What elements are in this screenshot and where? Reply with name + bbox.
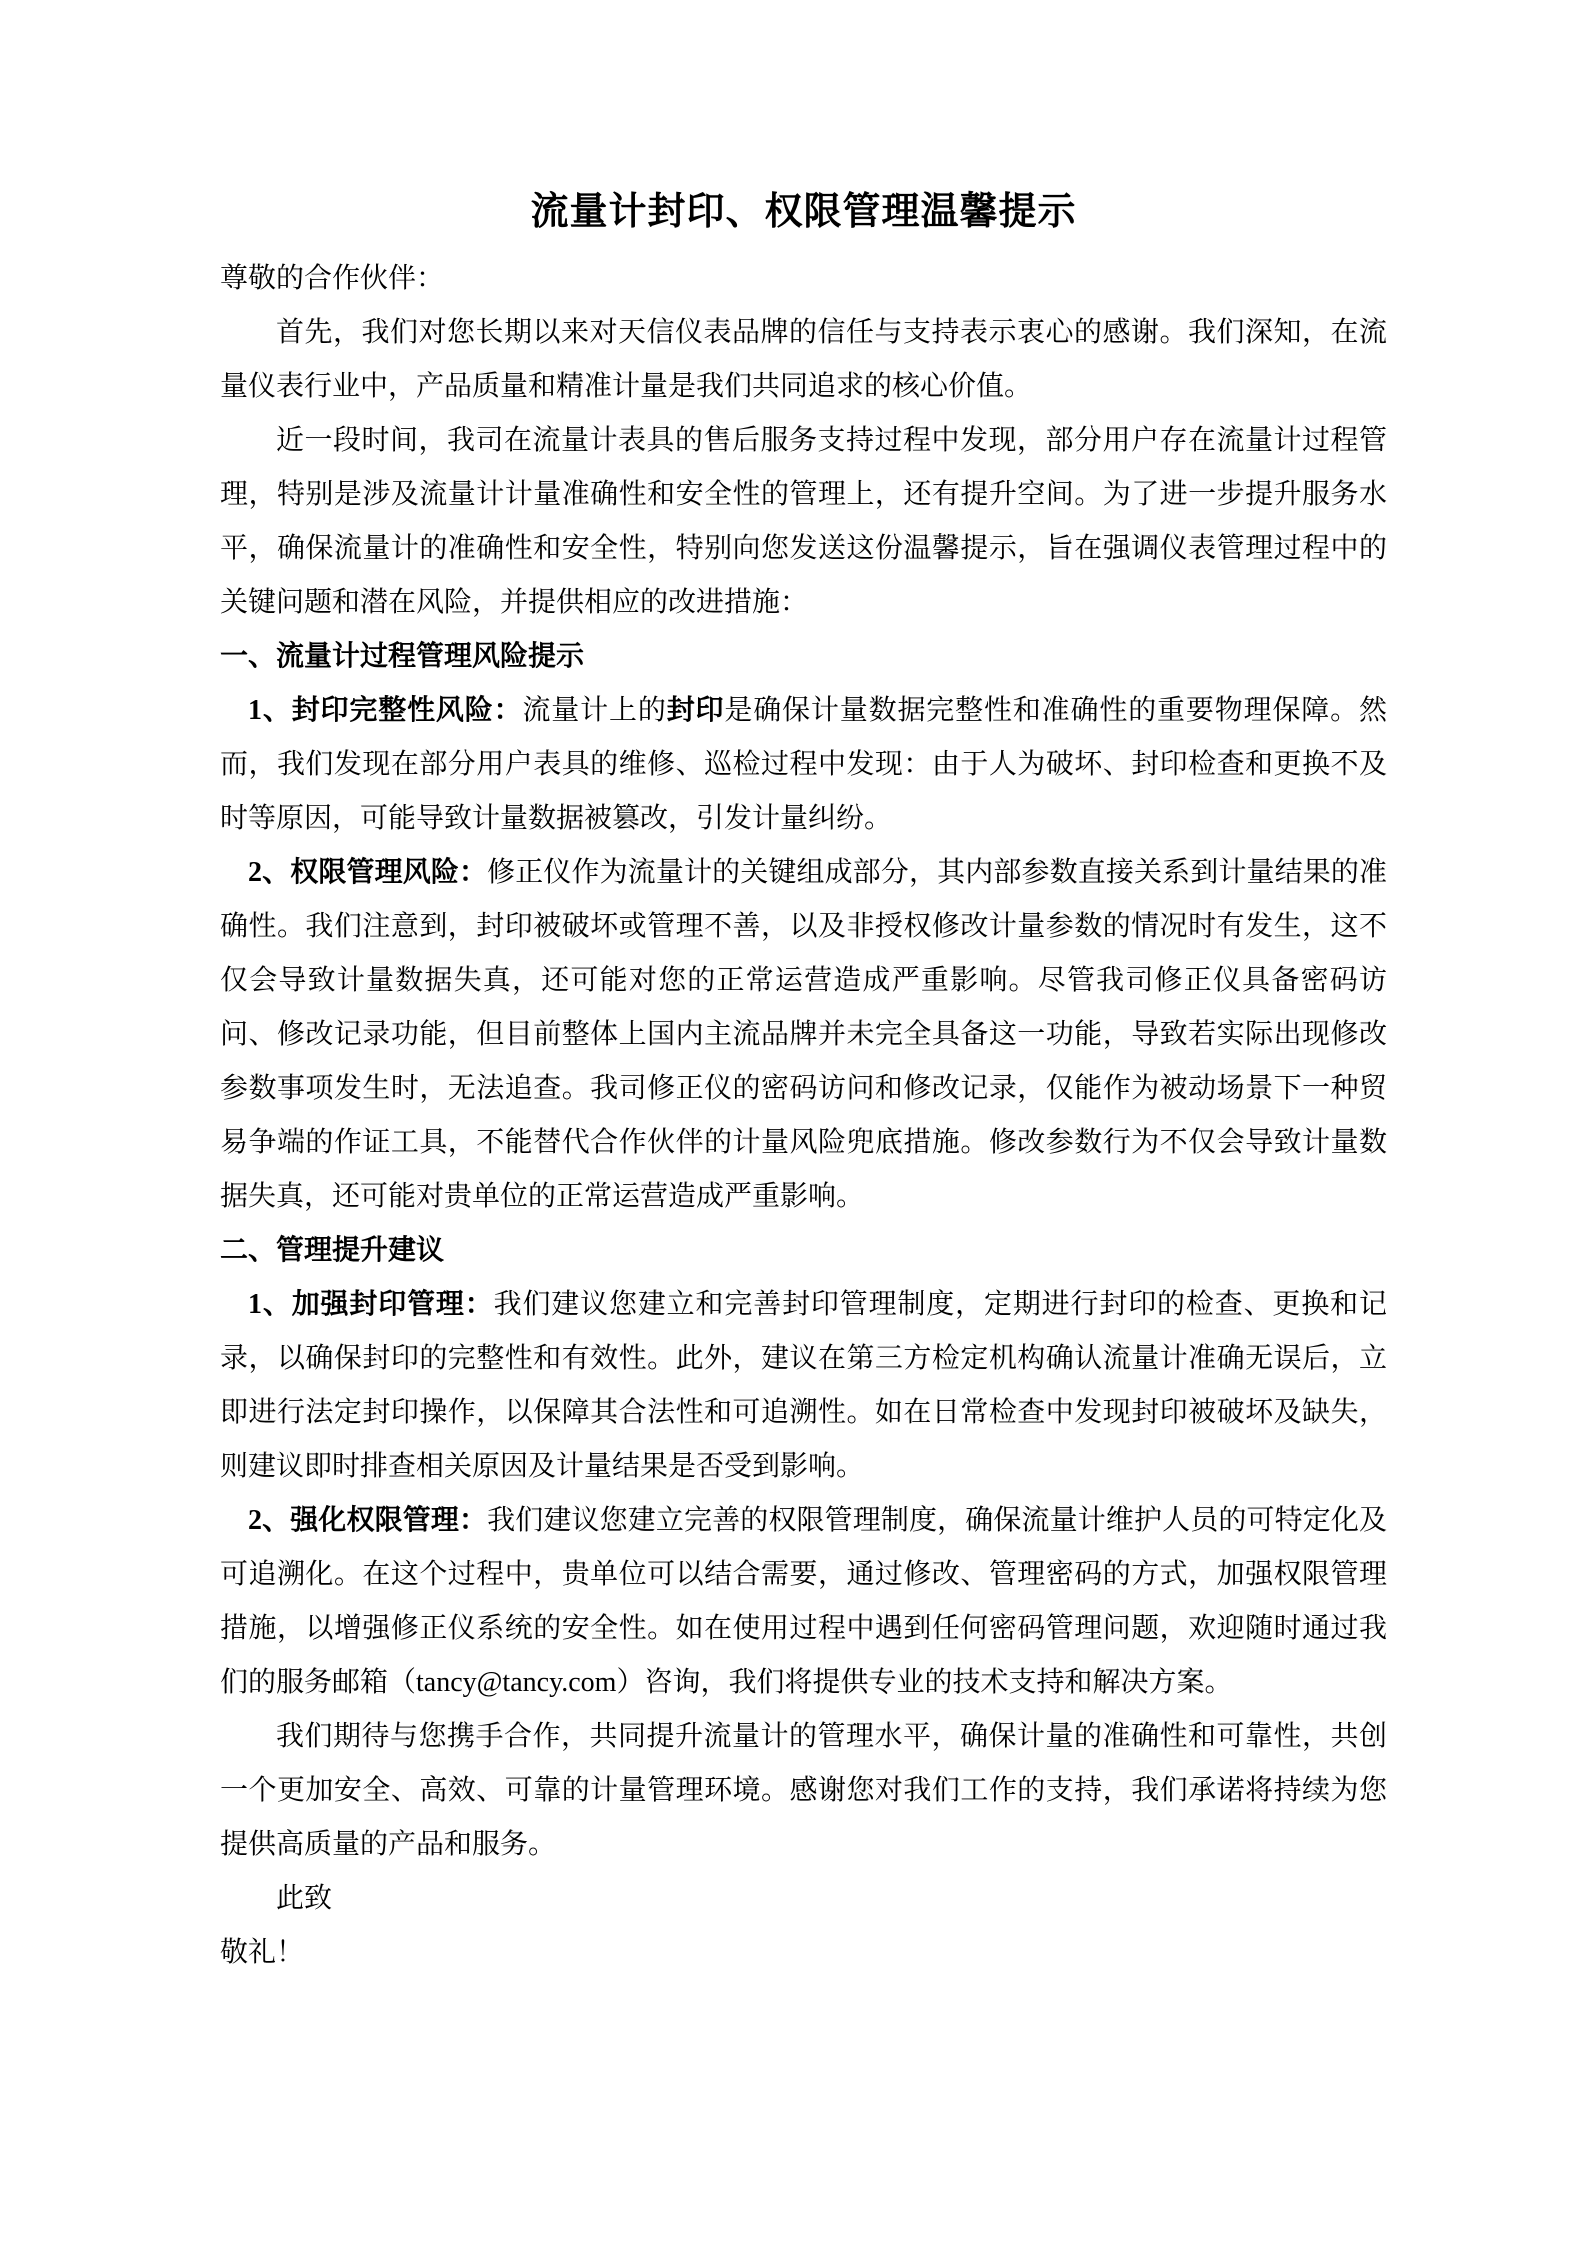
salute-line-1: 此致 xyxy=(276,1883,333,1914)
seal-management-text: 我们建议您建立和完善封印管理制度，定期进行封印的检查、更换和记录，以确保封印的完整性和有效性。此外，建议在第三方检定机构确认流量计准确无误后，立即进行法定封印操作，以保障其合法性和可追溯性。如在日常检查中发现封印被破坏及缺失，则建议即时排查相关原因及计量结果是否受到影响。 xyxy=(220,1289,1387,1482)
seal-risk-text-after: 是确保计量数据完整性和准确性的重要物理保障。然而，我们发现在部分用户表具的维修、巡检过程中发现：由于人为破坏、封印检查和更换不及时等原因，可能导致计量数据被篡改，引发计量纠纷。 xyxy=(220,695,1387,834)
paragraph-permission-management xyxy=(220,1494,1387,1710)
permission-risk-label: 2、权限管理风险： xyxy=(248,857,488,888)
seal-risk-text-before: 流量计上的 xyxy=(522,695,667,726)
permission-management-text-after-email: ）咨询，我们将提供专业的技术支持和解决方案。 xyxy=(616,1667,1233,1698)
salute-line-2: 敬礼！ xyxy=(220,1937,305,1968)
permission-management-text-before-email: 我们建议您建立完善的权限管理制度，确保流量计维护人员的可特定化及可追溯化。在这个过程中，贵单位可以结合需要，通过修改、管理密码的方式，加强权限管理措施，以增强修正仪系统的安全性。如在使用过程中遇到任何密码管理问题，欢迎随时通过我们的服务邮箱（ xyxy=(220,1505,1387,1698)
seal-management-label: 1、加强封印管理： xyxy=(248,1289,494,1320)
paragraph-seal-risk xyxy=(220,684,1387,846)
paragraph-seal-management xyxy=(220,1278,1387,1494)
paragraph-thanks: 首先，我们对您长期以来对天信仪表品牌的信任与支持表示衷心的感谢。我们深知，在流量仪表行业中，产品质量和精准计量是我们共同追求的核心价值。 xyxy=(220,317,1387,402)
seal-risk-bold-word: 封印 xyxy=(666,695,725,726)
permission-risk-text: 修正仪作为流量计的关键组成部分，其内部参数直接关系到计量结果的准确性。我们注意到，封印被破坏或管理不善，以及非授权修改计量参数的情况时有发生，这不仅会导致计量数据失真，还可能对您的正常运营造成严重影响。尽管我司修正仪具备密码访问、修改记录功能，但目前整体上国内主流品牌并未完全具备这一功能，导致若实际出现修改参数事项发生时，无法追查。我司修正仪的密码访问和修改记录，仅能作为被动场景下一种贸易争端的作证工具，不能替代合作伙伴的计量风险兜底措施。修改参数行为不仅会导致计量数据失真，还可能对贵单位的正常运营造成严重影响。 xyxy=(220,857,1387,1212)
document-title: 流量计封印、权限管理温馨提示 xyxy=(530,191,1077,233)
permission-management-label: 2、强化权限管理： xyxy=(248,1505,488,1536)
section-heading-risk: 一、流量计过程管理风险提示 xyxy=(220,641,585,672)
paragraph-closing: 我们期待与您携手合作，共同提升流量计的管理水平，确保计量的准确性和可靠性，共创一个更加安全、高效、可靠的计量管理环境。感谢您对我们工作的支持，我们承诺将持续为您提供高质量的产品和服务。 xyxy=(220,1721,1387,1860)
greeting-line: 尊敬的合作伙伴： xyxy=(220,263,445,294)
section-heading-advice: 二、管理提升建议 xyxy=(220,1235,445,1266)
support-email: tancy@tancy.com xyxy=(416,1667,617,1698)
seal-risk-label: 1、封印完整性风险： xyxy=(248,695,523,726)
paragraph-permission-risk xyxy=(220,846,1387,1224)
paragraph-background: 近一段时间，我司在流量计表具的售后服务支持过程中发现，部分用户存在流量计过程管理，特别是涉及流量计计量准确性和安全性的管理上，还有提升空间。为了进一步提升服务水平，确保流量计的准确性和安全性，特别向您发送这份温馨提示，旨在强调仪表管理过程中的关键问题和潜在风险，并提供相应的改进措施： xyxy=(220,425,1387,618)
